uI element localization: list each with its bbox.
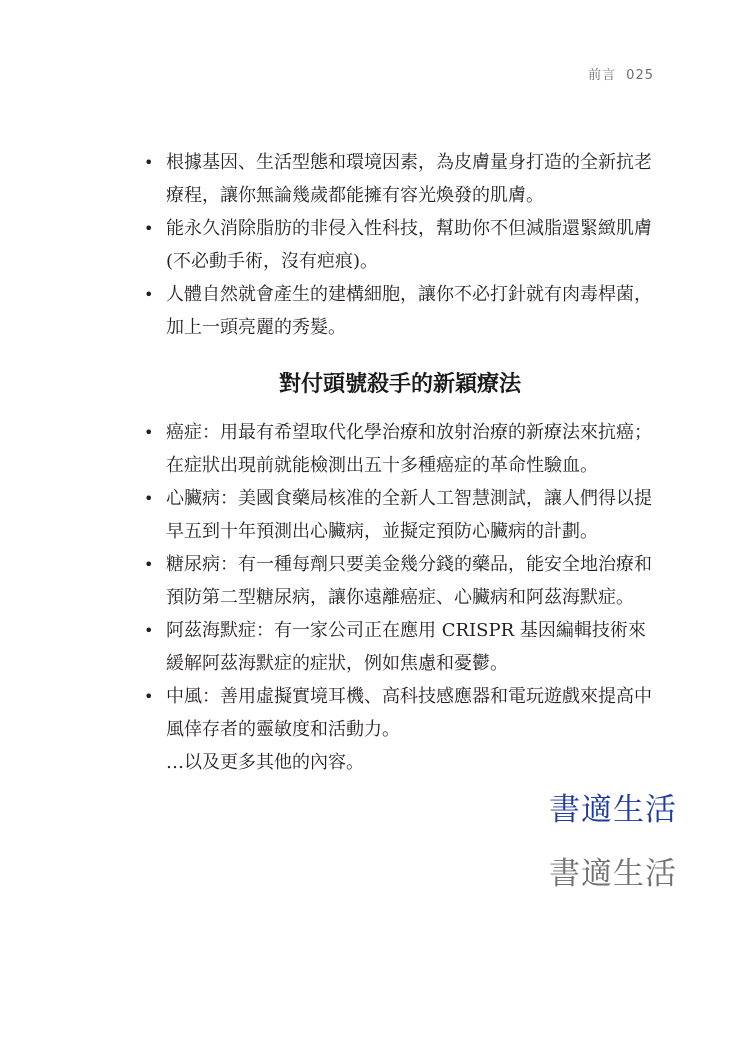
list-item-text: 心臟病：美國食藥局核准的全新人工智慧測試，讓人們得以提早五到十年預測出心臟病，並擬定預防心臟病的計劃。 <box>166 488 652 542</box>
list-item-text: 癌症：用最有希望取代化學治療和放射治療的新療法來抗癌；在症狀出現前就能檢測出五十多種癌症的革命性驗血。 <box>166 422 652 476</box>
bullet-icon: • <box>144 423 154 442</box>
running-head <box>588 64 654 83</box>
list-item <box>144 212 656 278</box>
bullet-icon: • <box>144 285 154 304</box>
list-item <box>144 416 656 482</box>
list-item <box>144 614 656 680</box>
list-item <box>144 278 656 344</box>
section-heading: 對付頭號殺手的新穎療法 <box>278 371 521 397</box>
list-item-text: 中風：善用虛擬實境耳機、高科技感應器和電玩遊戲來提高中風倖存者的靈敏度和活動力。 <box>166 686 652 740</box>
list-item-text: 根據基因、生活型態和環境因素，為皮膚量身打造的全新抗老療程，讓你無論幾歲都能擁有容光煥發的肌膚。 <box>166 152 652 206</box>
list-item <box>144 482 656 548</box>
disease-bullet-list <box>144 416 656 746</box>
bullet-icon: • <box>144 489 154 508</box>
list-item <box>144 146 656 212</box>
bullet-icon: • <box>144 153 154 172</box>
bullet-icon: • <box>144 219 154 238</box>
body-text <box>144 146 656 779</box>
intro-bullet-list <box>144 146 656 344</box>
running-head-section: 前言 <box>588 68 617 83</box>
list-item-text: 人體自然就會產生的建構細胞，讓你不必打針就有肉毒桿菌，加上一頭亮麗的秀髮。 <box>166 284 652 338</box>
watermark-blue: 書適生活 <box>549 792 677 828</box>
bullet-icon: • <box>144 687 154 706</box>
page-number: 025 <box>626 68 654 83</box>
list-item <box>144 680 656 746</box>
list-item-text: 能永久消除脂肪的非侵入性科技，幫助你不但減脂還緊緻肌膚(不必動手術，沒有疤痕)。 <box>166 218 652 272</box>
closing-line: …以及更多其他的內容。 <box>166 752 364 773</box>
bullet-icon: • <box>144 555 154 574</box>
bullet-icon: • <box>144 621 154 640</box>
list-item <box>144 548 656 614</box>
list-item-text: 阿茲海默症：有一家公司正在應用 CRISPR 基因編輯技術來緩解阿茲海默症的症狀，例如焦慮和憂鬱。 <box>166 620 646 674</box>
watermark-gray: 書適生活 <box>549 856 677 892</box>
list-item-text: 糖尿病：有一種每劑只要美金幾分錢的藥品，能安全地治療和預防第二型糖尿病，讓你遠離癌症、心臟病和阿茲海默症。 <box>166 554 652 608</box>
